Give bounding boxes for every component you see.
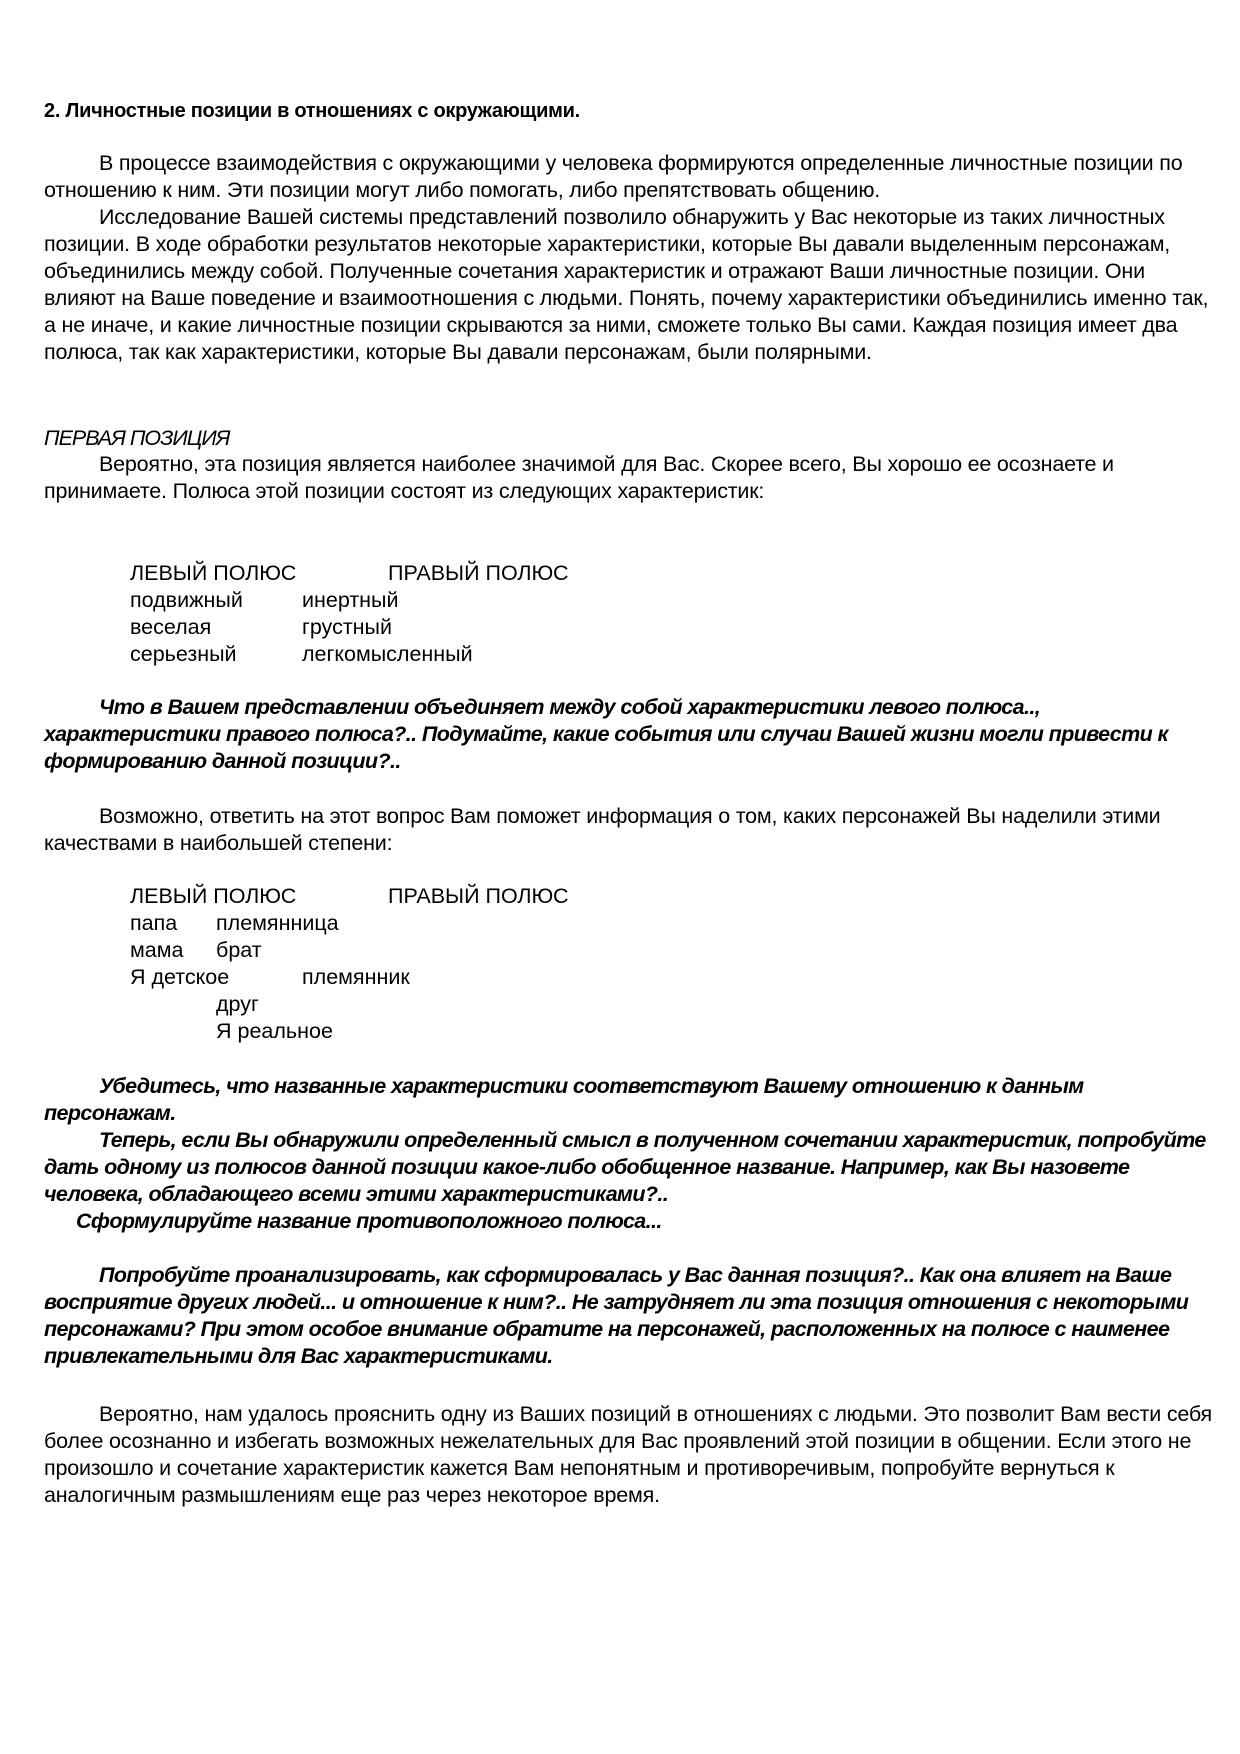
intro-paragraph-1: В процессе взаимодействия с окружающими у человека формируются определенные личностные позиции по отношению к ним. Эти позиции могут либо помогать, либо препятствовать общению. [44,151,1183,202]
check-text: Убедитесь, что названные характеристики соответствуют Вашему отношению к данным персонажам. [44,1074,1084,1125]
right-pole-header: ПРАВЫЙ ПОЛЮС [388,884,569,908]
persons-intro [44,803,1214,857]
right-pole-header: ПРАВЫЙ ПОЛЮС [388,561,569,585]
reflection-question-text: Что в Вашем представлении объединяет между собой характеристики левого полюса.., характеристики правого полюса?.. Подумайте, какие события или случаи Вашей жизни могли привести к формированию данной позиции?.. [44,695,1168,773]
analysis-block [44,1262,1214,1370]
reflection-question [44,694,1214,775]
intro-text [44,150,1214,366]
person-entry: брат [216,938,262,962]
person-entry: мама [130,938,184,962]
intro-paragraph-2: Исследование Вашей системы представлений позволило обнаружить у Вас некоторые из таких личностных позиции. В ходе обработки результатов некоторые характеристики, которые Вы давали выделенным персонажам, объединились между собой. Полученные сочетания характеристик и отражают Ваши личностные позиции. Они влияют на Ваше поведение и взаимоотношения с людьми. Понять, почему характеристики объединились именно так, а не иначе, и какие личностные позиции скрываются за ними, сможете только Вы сами. Каждая позиция имеет два полюса, так как характеристики, которые Вы давали персонажам, были полярными. [44,205,1209,364]
section-heading: 2. Личностные позиции в отношениях с окружающими. [44,100,580,122]
position-intro [44,451,1214,505]
person-entry: племянница [216,911,339,935]
right-characteristic: грустный [302,615,392,639]
person-entry: Я реальное [216,1019,333,1043]
person-entry: друг [216,992,259,1016]
left-pole-header: ЛЕВЫЙ ПОЛЮС [130,561,297,585]
verification-block [44,1073,1214,1235]
left-characteristic: серьезный [130,642,237,666]
persons-intro-text: Возможно, ответить на этот вопрос Вам поможет информация о том, каких персонажей Вы наделили этими качествами в наибольшей степени: [44,804,1161,855]
analysis-text: Попробуйте проанализировать, как сформировалась у Вас данная позиция?.. Как она влияет на Ваше восприятие других людей... и отношение к ним?.. Не затрудняет ли эта позиция отношения с некоторыми персонажами? При этом особое внимание обратите на персонажей, расположенных на полюсе с наименее привлекательными для Вас характеристиками. [44,1263,1189,1368]
conclusion-text: Вероятно, нам удалось прояснить одну из Ваших позиций в отношениях с людьми. Это позволит Вам вести себя более осознанно и избегать возможных нежелательных для Вас проявлений этой позиции в общении. Если этого не произошло и сочетание характеристик кажется Вам непонятным и противоречивым, попробуйте вернуться к аналогичным размышлениям еще раз через некоторое время. [44,1402,1212,1507]
conclusion-block [44,1401,1214,1509]
person-entry: папа [130,911,178,935]
left-characteristic: веселая [130,615,212,639]
left-characteristic: подвижный [130,588,243,612]
position-title: ПЕРВАЯ ПОЗИЦИЯ [44,426,230,450]
person-entry: Я детское [130,965,230,989]
person-entry: племянник [302,965,410,989]
naming-text: Теперь, если Вы обнаружили определенный смысл в полученном сочетании характеристик, попробуйте дать одному из полюсов данной позиции какое-либо обобщенное название. Например, как Вы назовете человека, обладающего всеми этими характеристиками?.. [44,1128,1206,1206]
left-pole-header: ЛЕВЫЙ ПОЛЮС [130,884,297,908]
position-intro-paragraph: Вероятно, эта позиция является наиболее значимой для Вас. Скорее всего, Вы хорошо ее осознаете и принимаете. Полюса этой позиции состоят из следующих характеристик: [44,452,1114,503]
opposite-pole-text: Сформулируйте название противоположного полюса... [76,1209,662,1233]
right-characteristic: легкомысленный [302,642,473,666]
right-characteristic: инертный [302,588,399,612]
